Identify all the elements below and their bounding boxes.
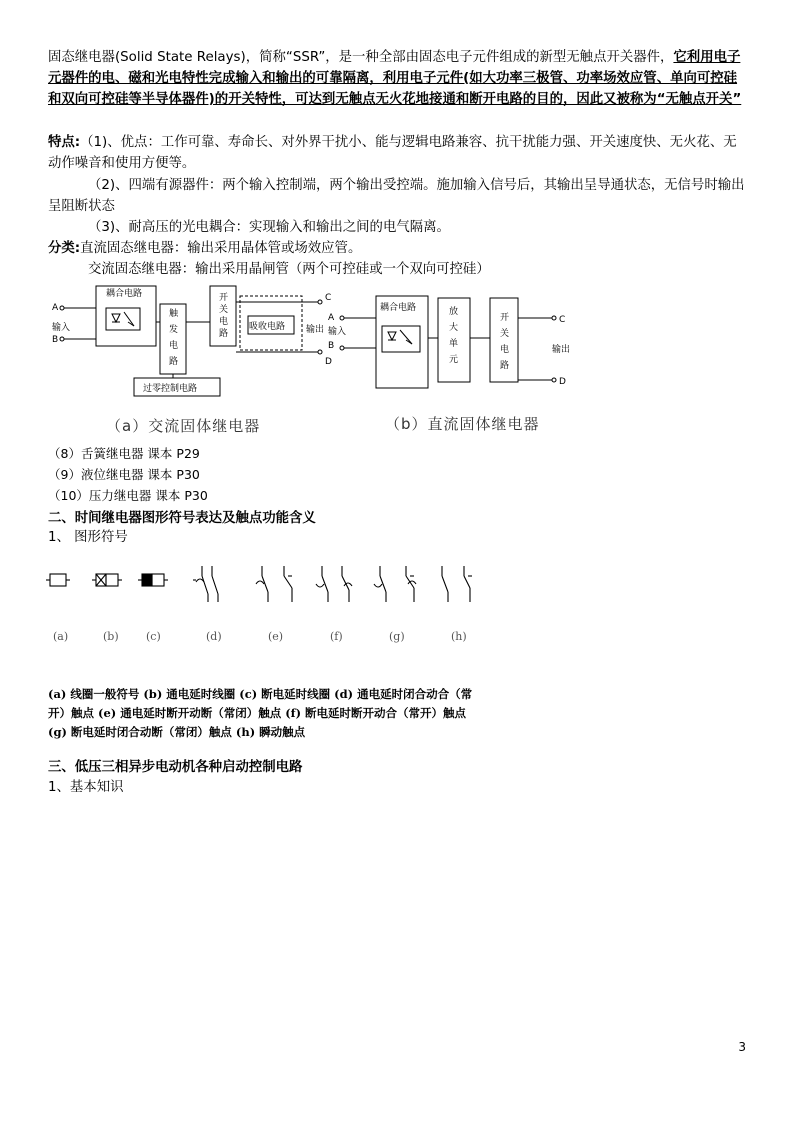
svg-text:吸收电路: 吸收电路 bbox=[249, 322, 286, 332]
svg-text:C: C bbox=[559, 315, 566, 325]
section2-title: 二、时间继电器图形符号表达及触点功能含义 bbox=[48, 511, 316, 526]
svg-text:C: C bbox=[325, 293, 332, 303]
symbol-coil-general bbox=[46, 574, 70, 586]
symbol-contact-f bbox=[316, 566, 352, 602]
list-item-9: （9）液位继电器 课本 P30 bbox=[48, 467, 200, 482]
symbol-label-d: (d) bbox=[206, 630, 222, 643]
svg-text:开: 开 bbox=[219, 293, 229, 303]
svg-text:输出: 输出 bbox=[306, 325, 325, 335]
symbol-label-e: (e) bbox=[268, 630, 284, 643]
svg-text:D: D bbox=[559, 377, 566, 387]
page-number: 3 bbox=[738, 1040, 746, 1054]
symbol-contact-g bbox=[374, 566, 416, 602]
svg-text:过零控制电路: 过零控制电路 bbox=[143, 384, 198, 394]
list-item-8: （8）舌簧继电器 课本 P29 bbox=[48, 446, 200, 461]
ac-ssr-caption: （a）交流固体继电器 bbox=[106, 417, 261, 435]
list-item-10: （10）压力继电器 课本 P30 bbox=[48, 488, 208, 503]
svg-text:B: B bbox=[328, 341, 335, 351]
svg-text:B: B bbox=[52, 335, 59, 345]
section3-title: 三、低压三相异步电动机各种启动控制电路 bbox=[48, 760, 303, 775]
svg-text:电: 电 bbox=[219, 317, 229, 327]
intro-paragraph bbox=[48, 47, 748, 110]
symbol-label-b: (b) bbox=[103, 630, 119, 643]
symbol-label-a: (a) bbox=[53, 630, 69, 643]
classify-dc: 分类:直流固态继电器：输出采用晶体管或场效应管。 bbox=[48, 241, 362, 256]
symbol-label-f: (f) bbox=[330, 630, 343, 643]
classify-ac: 交流固态继电器：输出采用晶闸管（两个可控硅或一个双向可控硅） bbox=[88, 262, 490, 277]
symbol-contact-d bbox=[193, 566, 218, 602]
svg-text:耦合电路: 耦合电路 bbox=[106, 289, 143, 299]
svg-text:耦合电路: 耦合电路 bbox=[380, 303, 417, 313]
dc-ssr-caption: （b）直流固体继电器 bbox=[385, 415, 540, 433]
symbol-label-g: (g) bbox=[389, 630, 405, 643]
symbols-legend: (a) 线圈一般符号 (b) 通电延时线圈 (c) 断电延时线圈 (d) 通电延时闭合动合（常开）触点 (e) 通电延时断开动断（常闭）触点 (f) 断电延时断开动合（常开）触点 (g) 断电延时闭合动断（常闭）触点 (h) 瞬动触点 bbox=[48, 687, 473, 739]
svg-text:电: 电 bbox=[169, 341, 179, 351]
intro-plain: 固态继电器(Solid State Relays)，简称“SSR”，是一种全部由固态电子元件组成的新型无触点开关器件， bbox=[48, 50, 674, 65]
svg-text:发: 发 bbox=[169, 325, 179, 335]
svg-text:大: 大 bbox=[449, 323, 459, 333]
features-item3: （3)、耐高压的光电耦合：实现输入和输出之间的电气隔离。 bbox=[88, 220, 450, 235]
features-item1: 特点:（1)、优点：工作可靠、寿命长、对外界干扰小、能与逻辑电路兼容、抗干扰能力强、开关速度快、无火花、无动作噪音和使用方便等。 bbox=[48, 135, 737, 171]
svg-text:触: 触 bbox=[169, 309, 179, 319]
symbol-contact-e bbox=[256, 566, 292, 602]
svg-text:关: 关 bbox=[219, 305, 229, 315]
symbol-label-c: (c) bbox=[146, 630, 161, 643]
svg-text:输入: 输入 bbox=[52, 323, 71, 333]
svg-text:输入: 输入 bbox=[328, 327, 347, 337]
symbol-coil-off-delay bbox=[138, 574, 168, 586]
relay-symbols bbox=[46, 562, 478, 606]
section2-sub1: 1、 图形符号 bbox=[48, 530, 128, 545]
svg-text:输出: 输出 bbox=[552, 345, 571, 355]
svg-text:路: 路 bbox=[500, 361, 510, 371]
svg-text:路: 路 bbox=[219, 329, 229, 339]
svg-text:放: 放 bbox=[449, 307, 459, 317]
svg-text:关: 关 bbox=[500, 329, 510, 339]
svg-text:路: 路 bbox=[169, 357, 179, 367]
svg-text:A: A bbox=[328, 313, 335, 323]
svg-text:A: A bbox=[52, 303, 59, 313]
dc-ssr-diagram bbox=[328, 290, 578, 400]
intro-bold: 它利用电子元器件的电、磁和光电特性完成输入和输出的可靠隔离，利用电子元件(如大功率三极管、功率场效应管、单向可控硅和双向可控硅等半导体器件)的开关特性，可达到无触点无火花地接通和断开电路的目的，因此又被称为“无触点开关” bbox=[48, 50, 742, 107]
symbol-contact-h bbox=[442, 566, 472, 602]
svg-text:元: 元 bbox=[449, 355, 459, 365]
features-label: 特点: bbox=[48, 135, 81, 150]
classify-label: 分类: bbox=[48, 241, 81, 256]
svg-text:电: 电 bbox=[500, 345, 510, 355]
symbol-label-h: (h) bbox=[451, 630, 467, 643]
svg-text:开: 开 bbox=[500, 313, 510, 323]
section3-sub1: 1、基本知识 bbox=[48, 780, 124, 795]
svg-text:单: 单 bbox=[449, 339, 459, 349]
svg-text:D: D bbox=[325, 357, 332, 367]
ac-ssr-diagram bbox=[48, 282, 348, 404]
symbol-coil-on-delay bbox=[92, 574, 122, 586]
features-item2: （2)、四端有源器件：两个输入控制端，两个输出受控端。施加输入信号后，其输出呈导通状态，无信号时输出呈阻断状态 bbox=[48, 178, 745, 214]
